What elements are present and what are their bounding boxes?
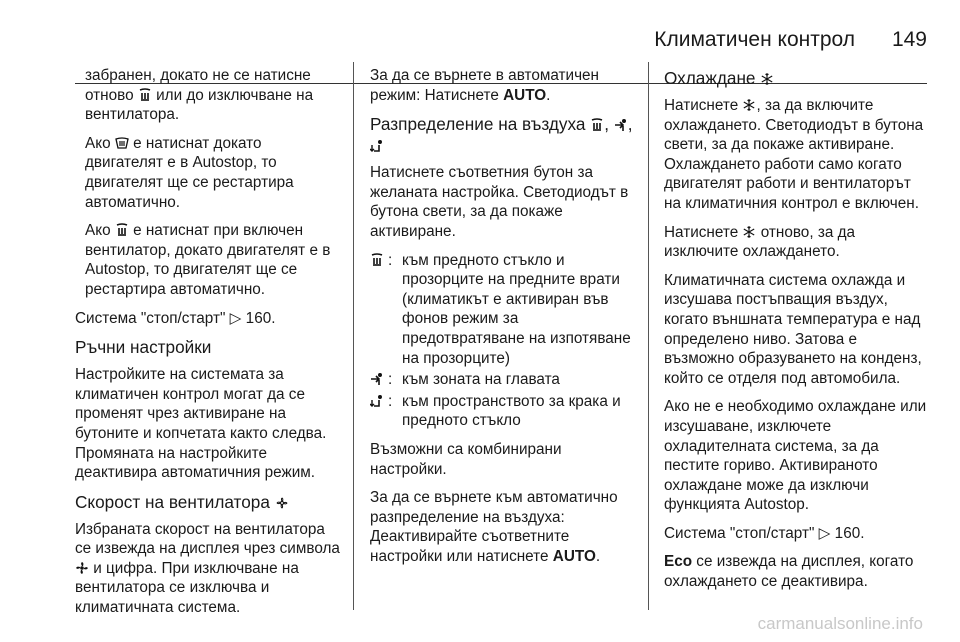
page-header — [0, 28, 960, 64]
text: За да се върнете в автоматичен режим: Натиснете — [370, 67, 599, 104]
text: Разпределение на въздуха — [370, 114, 586, 135]
paragraph: Настройките на системата за климатичен контрол могат да се променят чрез активиране на бутоните и копчетата както следва. Промяната на настройките деактивира автоматичния режим. — [75, 366, 327, 482]
text: 160. — [830, 524, 865, 542]
text: забранен, докато не се натисне отново — [85, 67, 311, 104]
paragraph — [75, 520, 343, 618]
text: или до изключване на вентилатора. — [85, 86, 314, 124]
paragraph: Климатичната система охлажда и изсушава постъпващия въздух, когато външната температура е над определено ниво. Затова е възможно образуването на конденз, който се отделя под автомобила. — [664, 271, 922, 387]
eco-label: Eco — [664, 553, 693, 571]
head-airflow-icon — [614, 118, 628, 132]
column-divider — [353, 62, 354, 610]
text: Избраната скорост на вентилатора се извежда на дисплея чрез символа — [75, 520, 340, 558]
column-1 — [75, 66, 343, 627]
text: 160. — [241, 309, 276, 327]
snowflake-icon — [742, 225, 756, 239]
paragraph — [370, 66, 634, 105]
paragraph: Възможни са комбинирани настройки. — [370, 440, 562, 478]
head-airflow-icon — [370, 372, 384, 386]
arrow-right-icon: ▷ — [818, 524, 831, 542]
paragraph — [664, 552, 928, 591]
windshield-airflow-icon — [138, 88, 152, 102]
text: Ако — [85, 222, 115, 240]
text: . — [546, 86, 551, 104]
cross-reference — [75, 309, 343, 329]
text: Система "стоп/старт" — [664, 524, 819, 542]
paragraph — [75, 66, 343, 125]
definition: към пространството за крака и предното стъкло — [402, 392, 621, 430]
text: Ако — [85, 134, 115, 152]
watermark: carmanualsonline.info — [757, 614, 923, 633]
section-heading: Ръчни настройки — [75, 337, 212, 358]
text: е натиснат при включен вентилатор, докато двигателят е в Autostop, то двигателят ще се рестартира автоматично. — [85, 222, 331, 298]
definition: към предното стъкло и прозорците на предните врати (климатикът е активиран във фонов режим за предотвратяване на изпотяване на прозорците) — [402, 251, 631, 367]
text: отново, за да изключите охлаждането. — [664, 223, 856, 261]
arrow-right-icon: ▷ — [229, 309, 242, 327]
auto-label: AUTO — [552, 547, 596, 565]
definition-list — [370, 251, 634, 431]
page-number: 149 — [891, 28, 927, 51]
snowflake-icon — [760, 72, 774, 86]
text: Натиснете — [664, 97, 743, 114]
text: Охлаждане — [664, 68, 756, 88]
paragraph — [664, 223, 928, 262]
text: се извежда на дисплея, когато охлаждането се деактивира. — [664, 553, 914, 591]
cross-reference — [664, 524, 928, 544]
auto-label: AUTO — [503, 86, 547, 104]
text: , за да включите охлаждането. Светодиодът в бутона свети, за да покаже активиране. Охлаждането работи само когато двигателят работи и вентилаторът на климатичния контрол е включен. — [664, 97, 924, 212]
separator: : — [388, 251, 393, 269]
fan-icon — [75, 561, 89, 575]
text: За да се върнете към автоматично разпределение на въздуха: Деактивирайте съответните настройки или натиснете — [370, 489, 618, 565]
paragraph — [75, 221, 343, 299]
separator: : — [388, 392, 393, 410]
column-divider — [648, 62, 649, 610]
separator: : — [388, 371, 393, 389]
paragraph: Ако не е необходимо охлаждане или изсушаване, изключете охладителната система, за да пестите гориво. Активираното охлаждане може да изключи функцията Autostop. — [664, 398, 927, 514]
column-2 — [370, 66, 634, 575]
windshield-airflow-icon — [370, 253, 384, 267]
header-title: Климатичен контрол — [654, 28, 855, 51]
feet-airflow-icon — [370, 394, 384, 408]
section-heading — [664, 68, 928, 89]
definition: към зоната на главата — [402, 371, 560, 389]
column-3 — [664, 66, 928, 601]
text: и цифра. При изключване на вентилатора се изключва и климатичната система. — [75, 559, 299, 617]
paragraph: Натиснете съответния бутон за желаната настройка. Светодиодът в бутона свети, за да покаже активиране. — [370, 164, 629, 240]
paragraph — [370, 488, 634, 566]
list-item — [370, 251, 634, 369]
list-item — [370, 370, 634, 390]
text: е натиснат докато двигателят е в Autostop, то двигателят ще се рестартира автоматично. — [85, 134, 294, 211]
text: Скорост на вентилатора — [75, 491, 270, 512]
paragraph — [75, 134, 343, 212]
text: . — [595, 547, 601, 565]
rear-window-heat-icon — [115, 136, 129, 150]
section-heading: Разпределение на въздуха , , — [370, 114, 634, 156]
section-heading — [75, 492, 343, 513]
feet-airflow-icon — [370, 139, 384, 153]
text: Натиснете — [664, 223, 743, 241]
snowflake-icon — [742, 98, 756, 112]
paragraph — [664, 96, 928, 214]
list-item — [370, 392, 634, 431]
windshield-airflow-icon — [590, 118, 604, 132]
windshield-airflow-icon — [115, 223, 129, 237]
fan-icon — [275, 496, 289, 510]
text: Система "стоп/старт" — [75, 309, 230, 327]
